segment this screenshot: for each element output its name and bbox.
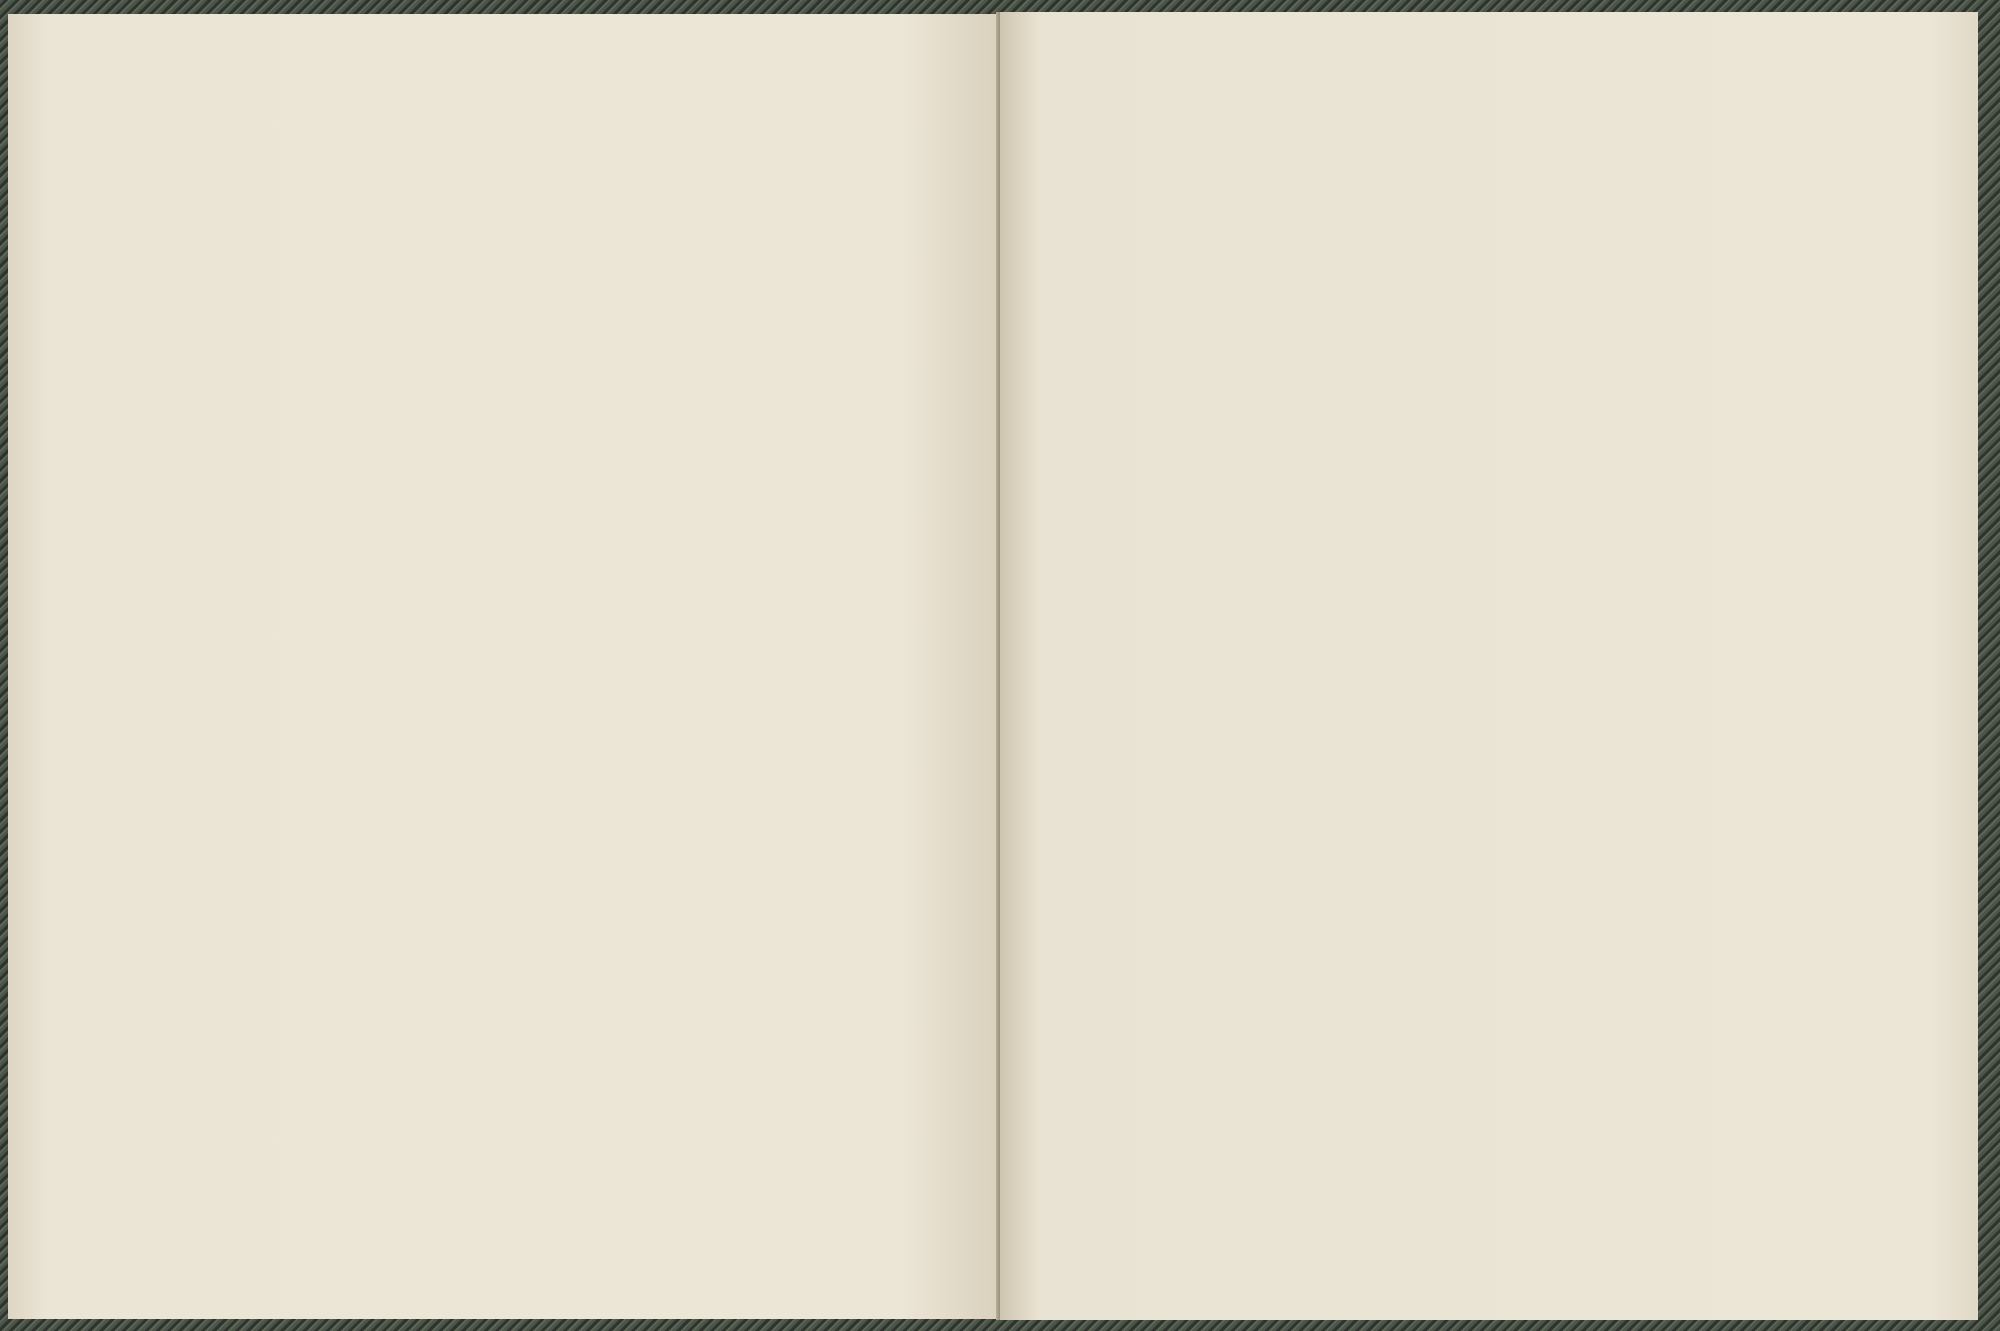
right-page xyxy=(1000,12,1978,1320)
left-page xyxy=(8,14,1000,1319)
